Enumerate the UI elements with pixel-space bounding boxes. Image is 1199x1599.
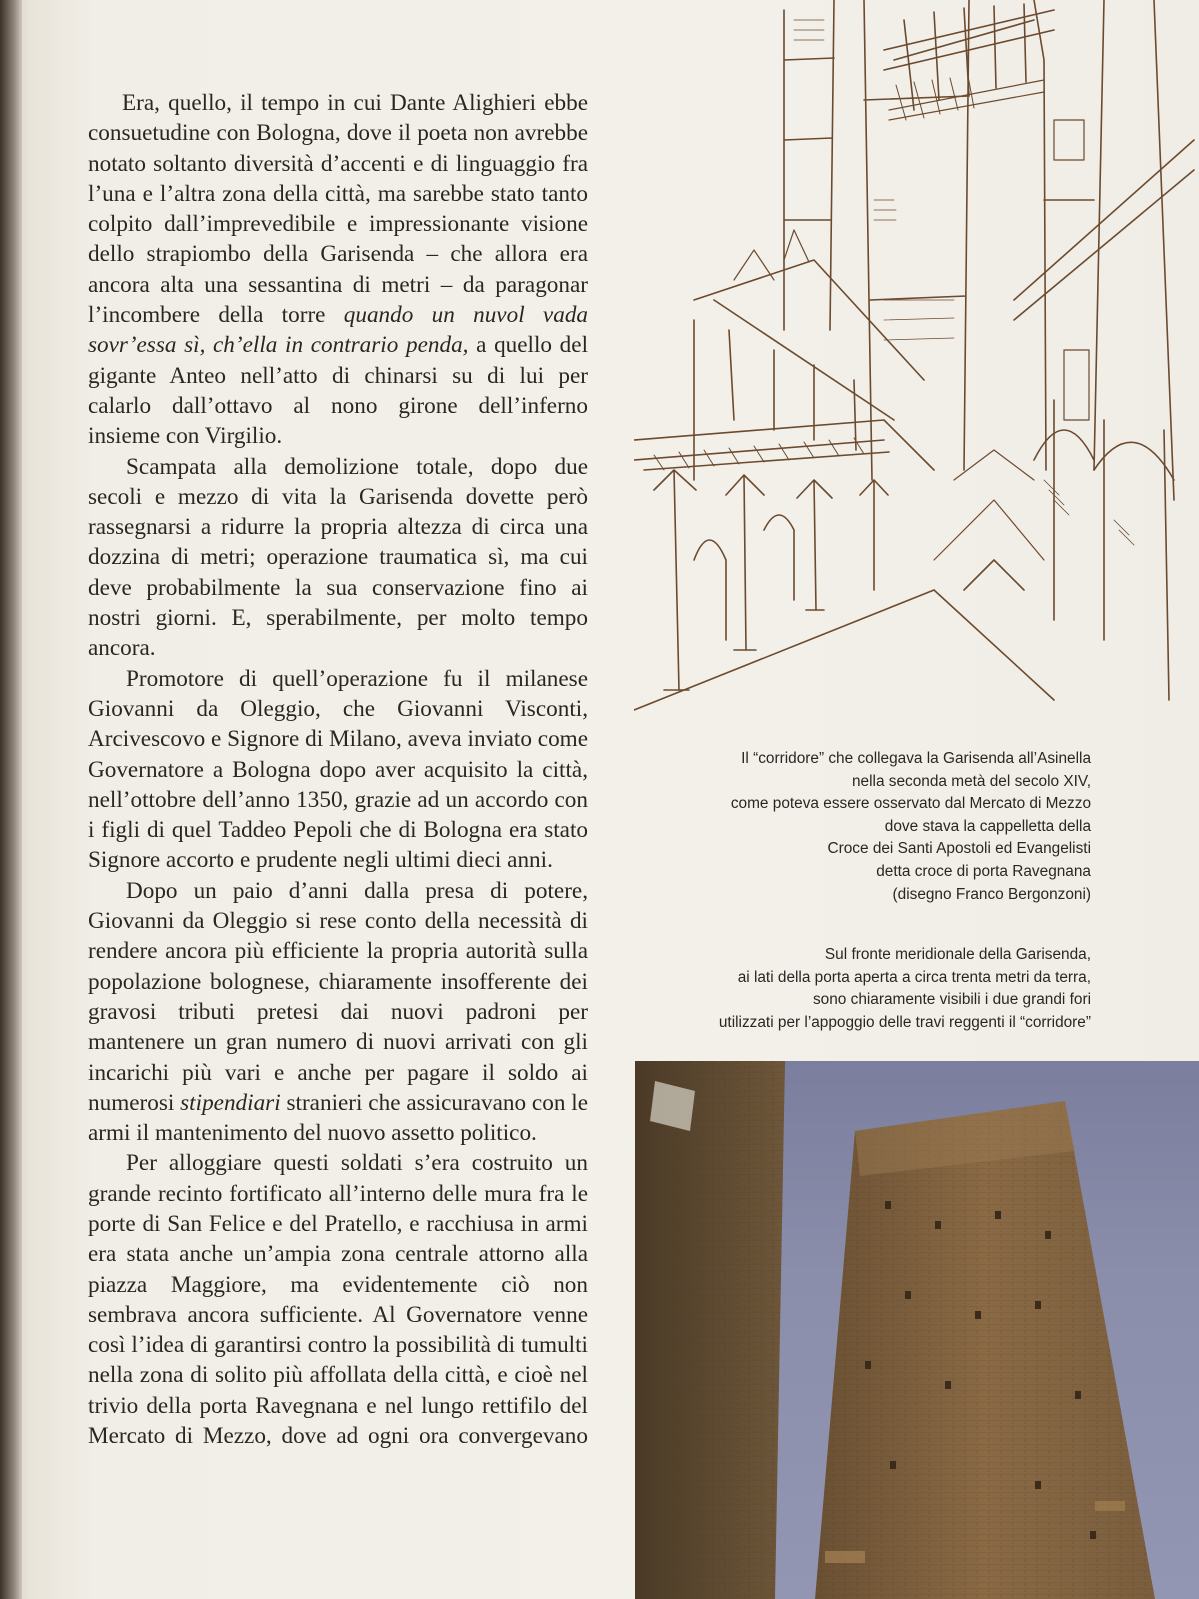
caption-line: detta croce di porta Ravegnana — [876, 862, 1091, 880]
caption-line: Croce dei Santi Apostoli ed Evangelisti — [827, 840, 1091, 858]
body-paragraph-p2 — [88, 452, 588, 664]
body-paragraph-p1 — [88, 88, 588, 452]
body-text-column — [88, 88, 588, 1451]
book-spine-shadow — [0, 0, 22, 1599]
caption-line: come poteva essere osservato dal Mercato di Mezzo — [730, 795, 1091, 813]
text-run: Dopo un paio d’anni dalla presa di potere, Giovanni da Oleggio si rese conto della necessità di rendere ancora più efficiente la propria autorità sulla popolazione bolognese, chiaramente insofferente dei gravosi tributi pretesi dai nuovi padroni per mantenere un gran numero di nuovi arrivati con gli incarichi più vari e anche per pagare il soldo ai numerosi — [88, 877, 588, 1116]
caption-line: dove stava la cappelletta della — [884, 817, 1091, 835]
text-run: Era, quello, il tempo in cui Dante Alighieri ebbe consuetudine con Bologna, dove il poeta non avrebbe notato soltanto diversità d’accenti e di linguaggio fra l’una e l’altra zona della città, ma sarebbe stato tanto colpito dall’imprevedibile e impressionante visione dello strapiombo della Garisenda – che allora era ancora alta una sessantina di metri – da paragonar l’incombere della torre — [88, 90, 588, 329]
caption-line: utilizzati per l’appoggio delle travi reggenti il “corridore” — [718, 1013, 1091, 1031]
corridore-sketch-drawing — [634, 0, 1199, 735]
body-paragraph-p3 — [88, 664, 588, 876]
italic-quote: stipendiari — [180, 1089, 281, 1116]
caption-line: ai lati della porta aperta a circa trenta metri da terra, — [737, 968, 1091, 986]
body-paragraph-p4 — [88, 876, 588, 1149]
body-paragraph-p5 — [88, 1148, 588, 1451]
sketch-illustration — [634, 0, 1199, 735]
text-run: Scampata alla demolizione totale, dopo due secoli e mezzo di vita la Garisenda dovette però rassegnarsi a ridurre la propria altezza di circa una dozzina di metri; operazione traumatica sì, ma cui deve probabilmente la sua conservazione fino ai nostri giorni. E, sperabilmente, per molto tempo ancora. — [88, 453, 588, 662]
caption-line: (disegno Franco Bergonzoni) — [892, 885, 1091, 903]
sketch-caption — [621, 748, 1091, 906]
text-run: stranieri che assicuravano con le armi il mantenimento del nuovo assetto politico. — [88, 1089, 588, 1147]
italic-quote: quando un nuvol vada sovr’essa sì, ch’ella in contrario penda, — [88, 302, 589, 359]
photo-caption — [621, 944, 1091, 1034]
text-run: Per alloggiare questi soldati s’era costruito un grande recinto fortificato all’interno delle mura fra le porte di San Felice e del Pratello, e racchiusa in armi era stata anche un’ampia zona centrale attorno alla piazza Maggiore, ma evidentemente ciò non sembrava ancora sufficiente. Al Governatore venne così l’idea di garantirsi contro la possibilità di tumulti nella zona di solito più affollata della città, e cioè nel trivio della porta Ravegnana e nel lungo rettifilo del Mercato di Mezzo, dove ad ogni ora convergevano — [88, 1150, 588, 1450]
caption-line: sono chiaramente visibili i due grandi fori — [812, 991, 1091, 1009]
tower-photo-drawing — [635, 1061, 1199, 1599]
caption-line: Sul fronte meridionale della Garisenda, — [824, 946, 1091, 963]
text-run: Promotore di quell’operazione fu il milanese Giovanni da Oleggio, che Giovanni Visconti, Arcivescovo e Signore di Milano, aveva inviato come Governatore a Bologna dopo aver acquisito la città, nell’ottobre dell’anno 1350, grazie ad un accordo con i figli di quel Taddeo Pepoli che di Bologna era stato Signore accorto e prudente negli ultimi dieci anni. — [88, 665, 588, 874]
text-run: a quello del gigante Anteo nell’atto di chinarsi su di lui per calarlo dall’ottavo al nono girone dell’inferno insieme con Virgilio. — [88, 332, 589, 450]
caption-line: Il “corridore” che collegava la Garisenda all’Asinella — [741, 750, 1091, 767]
garisenda-tower-photo — [635, 1061, 1199, 1599]
caption-line: nella seconda metà del secolo XIV, — [852, 772, 1091, 790]
